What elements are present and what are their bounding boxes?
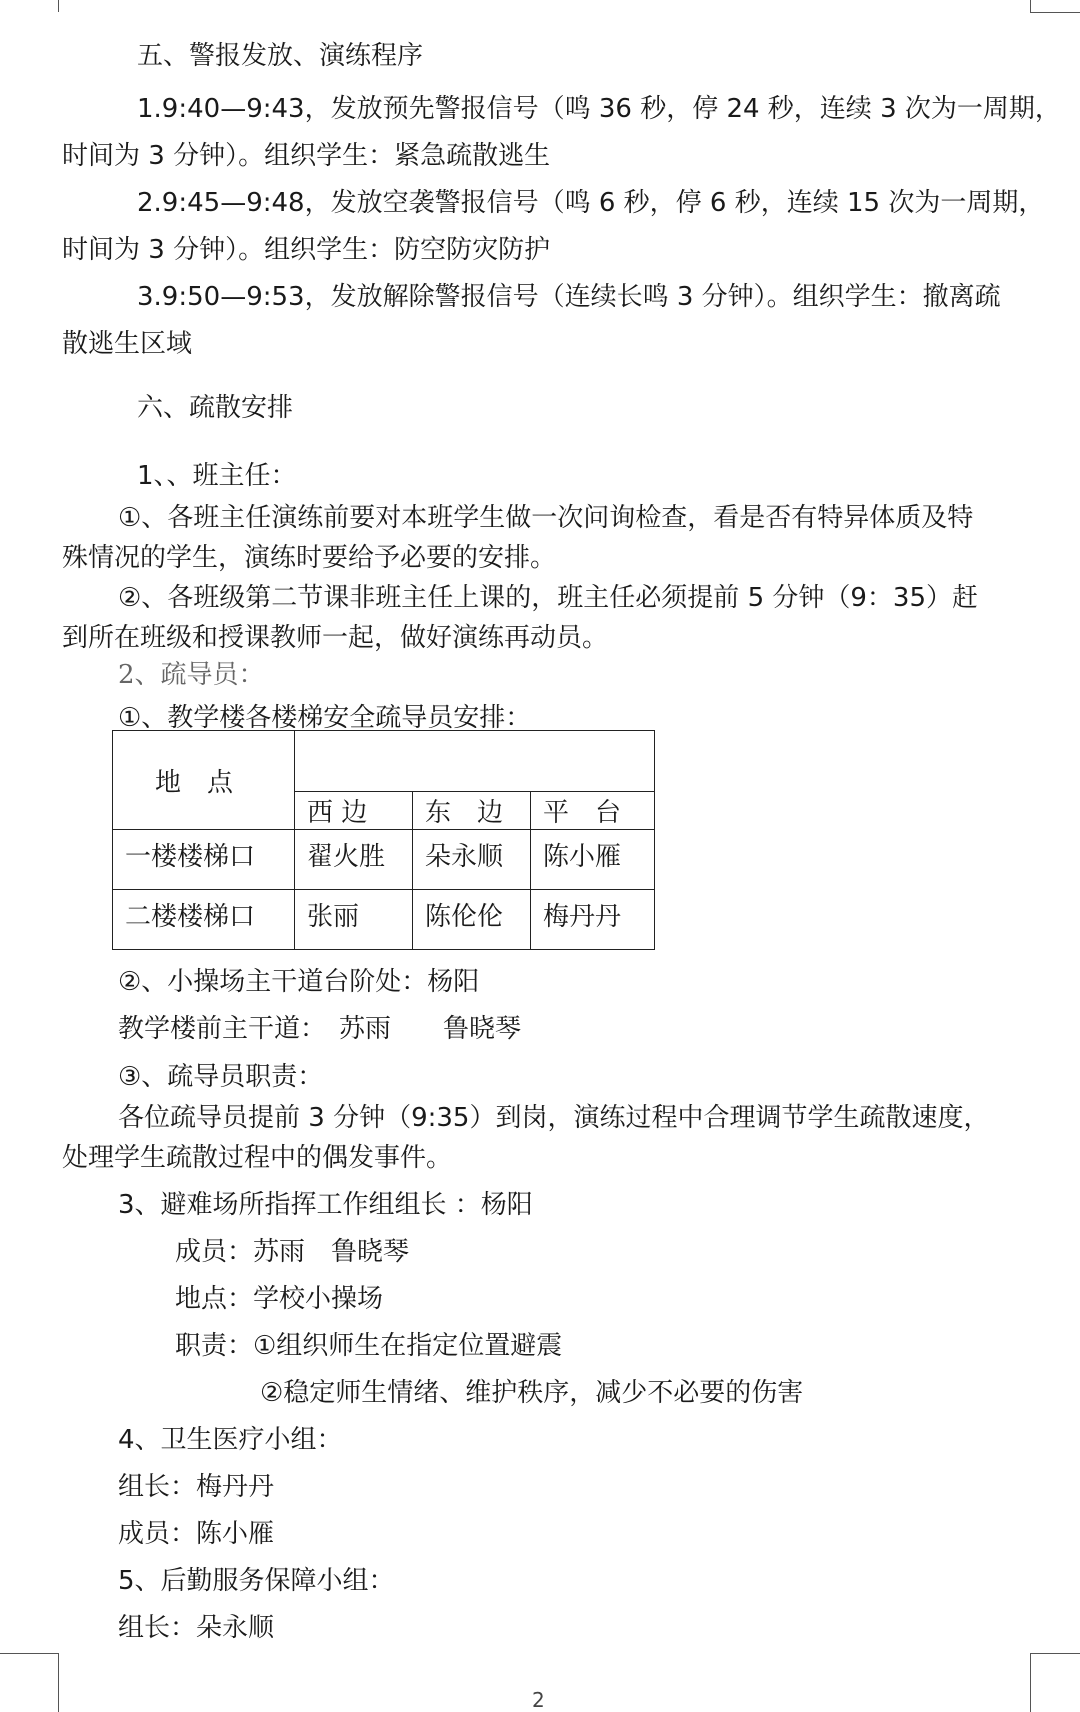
sub4-members: 成员：陈小雁 xyxy=(118,1519,275,1549)
section5-item3-line2: 散逃生区域 xyxy=(62,329,193,359)
table-header-row xyxy=(113,731,655,792)
section5-item2-line1: 2.9:45—9:48，发放空袭警报信号（鸣 6 秒，停 6 秒，连续 15 次为一周期， xyxy=(137,188,1045,218)
section5-item1-line2: 时间为 3 分钟）。组织学生：紧急疏散逃生 xyxy=(62,141,551,171)
crop-mark-top-right xyxy=(1030,0,1031,12)
sub2-item2: ②、小操场主干道台阶处：杨阳 xyxy=(118,967,480,997)
sub1-heading: 1、、班主任： xyxy=(137,461,297,491)
sub4-heading: 4、卫生医疗小组： xyxy=(118,1425,343,1455)
sub2-heading: 2、疏导员： xyxy=(118,660,265,690)
sub2-item1: ①、教学楼各楼梯安全疏导员安排： xyxy=(118,703,532,733)
sub3-heading: 3、避难场所指挥工作组组长 ：杨阳 xyxy=(118,1190,533,1220)
crop-mark-bottom-left-v xyxy=(58,1653,59,1712)
table-header-location: 地 点 xyxy=(113,731,295,830)
sub2-item2b: 教学楼前主干道： 苏雨 鲁晓琴 xyxy=(118,1014,522,1044)
table-cell: 陈伦伦 xyxy=(413,890,531,950)
sub3-members: 成员：苏雨 鲁晓琴 xyxy=(175,1237,410,1267)
sub3-duty1: 职责：①组织师生在指定位置避震 xyxy=(175,1331,563,1361)
stair-guide-table xyxy=(112,730,655,950)
row-label: 二楼楼梯口 xyxy=(113,890,295,950)
table-cell: 梅丹丹 xyxy=(531,890,655,950)
column-platform: 平 台 xyxy=(531,792,655,830)
page-number: 2 xyxy=(532,1688,545,1712)
crop-mark-top-right-h xyxy=(1030,12,1080,13)
sub1-p1-line2: 殊情况的学生，演练时要给予必要的安排。 xyxy=(62,543,557,573)
column-east: 东 边 xyxy=(413,792,531,830)
sub1-p2-line2: 到所在班级和授课教师一起，做好演练再动员。 xyxy=(62,623,609,653)
sub4-leader: 组长：梅丹丹 xyxy=(118,1472,275,1502)
column-west: 西 边 xyxy=(295,792,413,830)
sub1-p2-line1: ②、各班级第二节课非班主任上课的，班主任必须提前 5 分钟（9：35）赶 xyxy=(118,583,979,613)
table-cell: 翟火胜 xyxy=(295,830,413,890)
sub5-leader: 组长：朵永顺 xyxy=(118,1613,275,1643)
table-row xyxy=(113,890,655,950)
table-cell: 陈小雁 xyxy=(531,830,655,890)
sub3-duty2: ②稳定师生情绪、维护秩序，减少不必要的伤害 xyxy=(260,1378,804,1408)
section5-item3-line1: 3.9:50—9:53，发放解除警报信号（连续长鸣 3 分钟）。组织学生：撤离疏 xyxy=(137,282,1001,312)
sub2-duty-line2: 处理学生疏散过程中的偶发事件。 xyxy=(62,1143,453,1173)
crop-mark-top-left xyxy=(58,0,59,12)
section6-heading: 六、疏散安排 xyxy=(137,393,294,423)
row-label: 一楼楼梯口 xyxy=(113,830,295,890)
crop-mark-bottom-right xyxy=(1030,1653,1080,1654)
sub2-duty-line1: 各位疏导员提前 3 分钟（9:35）到岗，演练过程中合理调节学生疏散速度， xyxy=(118,1103,990,1133)
table-cell: 张丽 xyxy=(295,890,413,950)
sub5-heading: 5、后勤服务保障小组： xyxy=(118,1566,395,1596)
section5-item2-line2: 时间为 3 分钟）。组织学生：防空防灾防护 xyxy=(62,235,551,265)
crop-mark-bottom-right-v xyxy=(1030,1653,1031,1712)
table-cell: 朵永顺 xyxy=(413,830,531,890)
sub2-item3: ③、疏导员职责： xyxy=(118,1062,324,1092)
crop-mark-bottom-left xyxy=(0,1653,58,1654)
section5-heading: 五、警报发放、演练程序 xyxy=(137,41,424,71)
sub1-p1-line1: ①、各班主任演练前要对本班学生做一次问询检查，看是否有特异体质及特 xyxy=(118,503,974,533)
table-header-blank xyxy=(295,731,655,792)
section5-item1-line1: 1.9:40—9:43，发放预先警报信号（鸣 36 秒，停 24 秒，连续 3 次为一周期， xyxy=(137,94,1061,124)
sub3-place: 地点：学校小操场 xyxy=(175,1284,384,1314)
table-row xyxy=(113,830,655,890)
